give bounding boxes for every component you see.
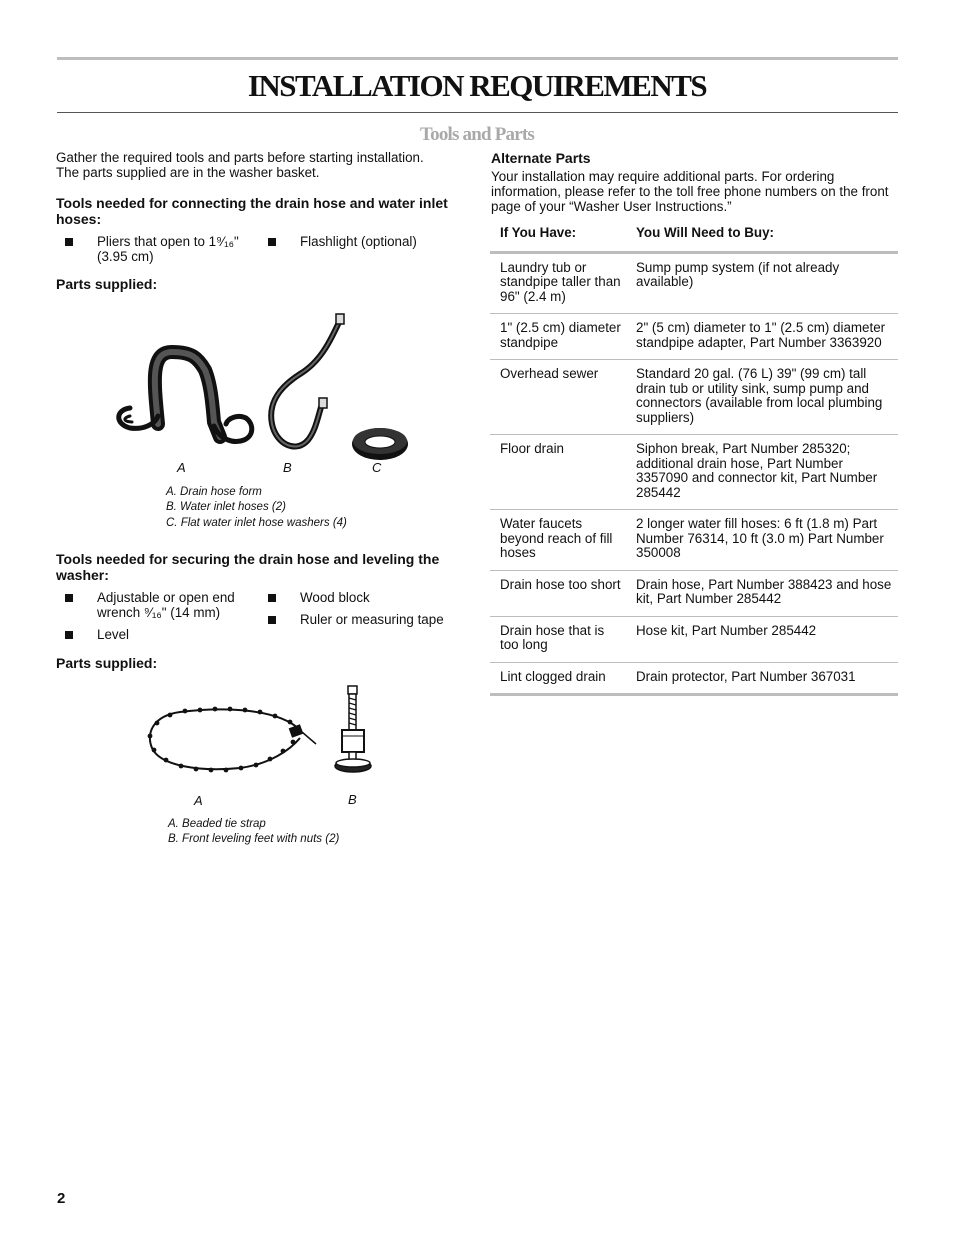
title-rule bbox=[57, 112, 898, 113]
tools1-heading: Tools needed for connecting the drain hose and water inlet hoses: bbox=[56, 195, 448, 227]
cell-buy: 2 longer water fill hoses: 6 ft (1.8 m) Part Number 76314, 10 ft (3.0 m) Part Number 350008 bbox=[626, 510, 898, 571]
cell-buy: Standard 20 gal. (76 L) 39" (99 cm) tall drain tub or utility sink, sump pump and connectors (available from local plumbing suppliers) bbox=[626, 360, 898, 435]
cell-buy: Drain hose, Part Number 388423 and hose kit, Part Number 285442 bbox=[626, 570, 898, 616]
cell-have: 1" (2.5 cm) diameter standpipe bbox=[490, 314, 626, 360]
bullet-icon bbox=[268, 594, 276, 602]
bullet-icon bbox=[268, 238, 276, 246]
leveling-foot-icon bbox=[335, 686, 371, 772]
cell-have: Overhead sewer bbox=[490, 360, 626, 435]
parts2-heading: Parts supplied: bbox=[56, 655, 158, 671]
table-row bbox=[490, 435, 898, 510]
tools2-heading: Tools needed for securing the drain hose and leveling the washer: bbox=[56, 551, 440, 583]
parts1-caption: A. Drain hose form bbox=[166, 486, 262, 498]
parts2-label-a: A bbox=[194, 793, 203, 808]
column-header-have: If You Have: bbox=[490, 218, 626, 252]
alternate-parts-intro: Your installation may require additional parts. For ordering information, please refer to the toll free phone numbers on the front page of your “Washer User Instructions.” bbox=[491, 169, 889, 214]
parts1-caption: C. Flat water inlet hose washers (4) bbox=[166, 517, 347, 529]
parts1-caption: B. Water inlet hoses (2) bbox=[166, 501, 286, 513]
bullet-icon bbox=[65, 594, 73, 602]
beaded-tie-strap-icon bbox=[148, 707, 316, 773]
cell-have: Water faucets beyond reach of fill hoses bbox=[490, 510, 626, 571]
table-row bbox=[490, 314, 898, 360]
table-row bbox=[490, 662, 898, 695]
table-row bbox=[490, 252, 898, 314]
parts1-label-a: A bbox=[177, 460, 186, 475]
table-row bbox=[490, 360, 898, 435]
top-rule bbox=[57, 57, 898, 60]
bullet-icon bbox=[268, 616, 276, 624]
cell-have: Lint clogged drain bbox=[490, 662, 626, 695]
page-number: 2 bbox=[57, 1190, 66, 1207]
intro-text: Gather the required tools and parts before starting installation. The parts supplied are in the washer basket. bbox=[56, 150, 424, 180]
hose-washers-icon bbox=[352, 428, 408, 460]
parts2-caption: A. Beaded tie strap bbox=[168, 818, 266, 830]
table-header-row bbox=[490, 218, 898, 252]
cell-buy: Hose kit, Part Number 285442 bbox=[626, 616, 898, 662]
parts2-caption: B. Front leveling feet with nuts (2) bbox=[168, 833, 340, 845]
cell-buy: 2" (5 cm) diameter to 1" (2.5 cm) diameter standpipe adapter, Part Number 3363920 bbox=[626, 314, 898, 360]
cell-have: Drain hose that is too long bbox=[490, 616, 626, 662]
section-subtitle: Tools and Parts bbox=[420, 124, 534, 145]
page-title: INSTALLATION REQUIREMENTS bbox=[247, 68, 707, 103]
cell-have: Floor drain bbox=[490, 435, 626, 510]
cell-have: Laundry tub or standpipe taller than 96" (2.4 m) bbox=[490, 252, 626, 314]
bullet-icon bbox=[65, 631, 73, 639]
table-row bbox=[490, 510, 898, 571]
parts1-label-c: C bbox=[372, 460, 382, 475]
cell-have: Drain hose too short bbox=[490, 570, 626, 616]
parts2-label-b: B bbox=[348, 792, 357, 807]
cell-buy: Sump pump system (if not already available) bbox=[626, 252, 898, 314]
table-row bbox=[490, 616, 898, 662]
parts1-illustration bbox=[110, 312, 420, 462]
parts1-label-b: B bbox=[283, 460, 292, 475]
table-row bbox=[490, 570, 898, 616]
drain-hose-form-icon bbox=[119, 352, 252, 441]
column-header-buy: You Will Need to Buy: bbox=[626, 218, 898, 252]
parts2-illustration bbox=[140, 680, 390, 785]
parts1-heading: Parts supplied: bbox=[56, 276, 158, 292]
cell-buy: Siphon break, Part Number 285320; additional drain hose, Part Number 3357090 and connector kit, Part Number 285442 bbox=[626, 435, 898, 510]
cell-buy: Drain protector, Part Number 367031 bbox=[626, 662, 898, 695]
bullet-icon bbox=[65, 238, 73, 246]
water-inlet-hoses-icon bbox=[271, 314, 344, 447]
alternate-parts-heading: Alternate Parts bbox=[491, 150, 591, 166]
alternate-parts-table bbox=[490, 218, 898, 696]
